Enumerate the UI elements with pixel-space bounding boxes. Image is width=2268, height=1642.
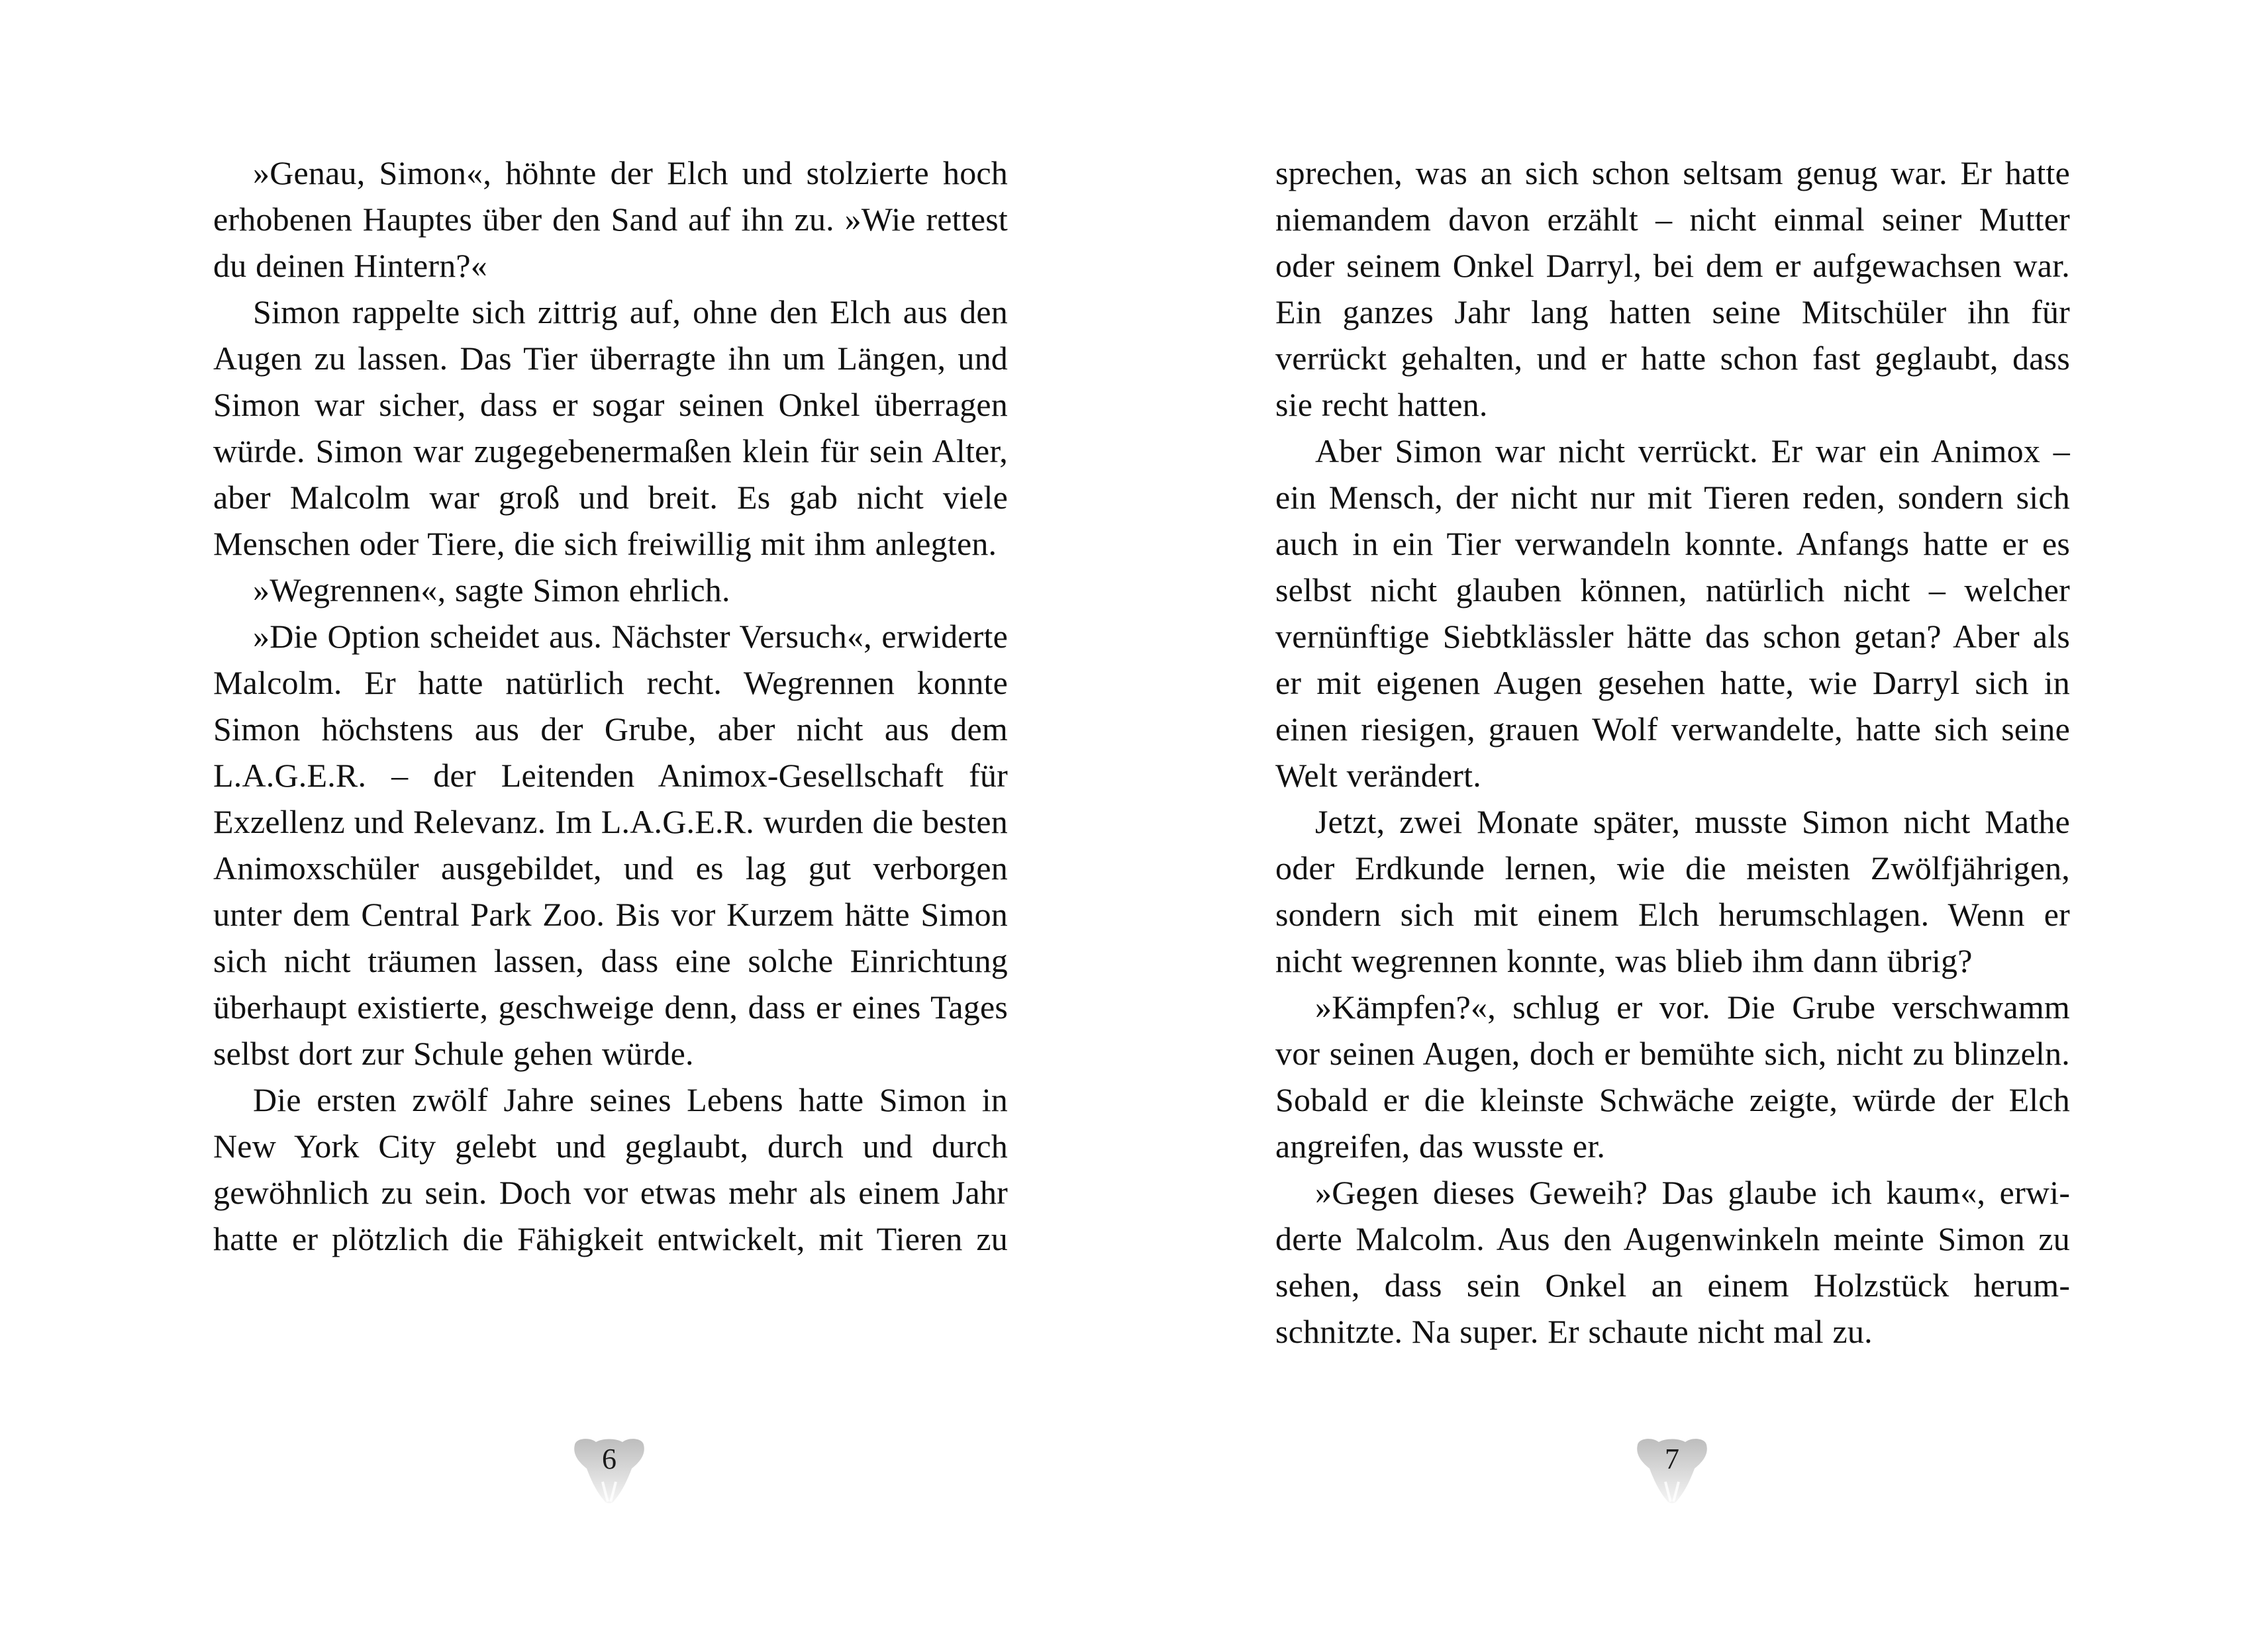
right-page-text xyxy=(1275,150,2070,1355)
page-number-badge xyxy=(569,1435,649,1508)
page-number-badge xyxy=(1632,1435,1712,1508)
left-page-text xyxy=(213,150,1008,1262)
paragraph: Aber Simon war nicht verrückt. Er war ein Animox – ein Mensch, der nicht nur mit Tieren reden, sondern sich auch in ein Tier verwandeln konnte. Anfangs hatte er es selbst nicht glauben können, natürlich nicht – welcher vernünftige Siebtklässler hätte das schon getan? Aber als er mit eigenen Augen gesehen hatte, wie Darryl sich in einen riesigen, grauen Wolf verwandelte, hatte sich seine Welt verändert. xyxy=(1275,432,2070,794)
paragraph: Simon rappelte sich zittrig auf, ohne den Elch aus den Augen zu lassen. Das Tier überragte ihn um Längen, und Simon war sicher, dass er sogar seinen Onkel überragen würde. Simon war zugegebenermaßen klein für sein Alter, aber Malcolm war groß und breit. Es gab nicht viele Menschen oder Tiere, die sich freiwillig mit ihm anlegten. xyxy=(213,293,1008,562)
page-number: 7 xyxy=(1665,1443,1679,1475)
paragraph: »Genau, Simon«, höhnte der Elch und stolzierte hoch erhobenen Hauptes über den Sand auf ihn zu. »Wie rettest du deinen Hintern?« xyxy=(213,154,1008,284)
paragraph: »Kämpfen?«, schlug er vor. Die Grube verschwamm vor seinen Augen, doch er bemühte sich, nicht zu blinzeln. Sobald er die kleinste Schwäche zeigte, würde der Elch angreifen, das wusste er. xyxy=(1275,989,2070,1165)
paragraph: »Wegrennen«, sagte Simon ehrlich. xyxy=(253,571,730,608)
paragraph: »Die Option scheidet aus. Nächster Versuch«, erwiderte Malcolm. Er hatte natürlich recht. Wegrennen konnte Simon höchstens aus der Grube, aber nicht aus dem L.A.G.E.R. – der Leitenden Animox-Gesellschaft für Exzellenz und Relevanz. Im L.A.G.E.R. wurden die besten Animoxschüler ausgebildet, und es lag gut verborgen unter dem Central Park Zoo. Bis vor Kurzem hätte Simon sich nicht träumen lassen, dass eine solche Einrichtung überhaupt existierte, geschweige denn, dass er eines Tages selbst dort zur Schule gehen würde. xyxy=(213,618,1008,1072)
paragraph: Die ersten zwölf Jahre seines Lebens hatte Simon in New York City gelebt und geglaubt, durch und durch gewöhnlich zu sein. Doch vor etwas mehr als einem Jahr hatte er plötzlich die Fähigkeit entwickelt, mit Tieren zu xyxy=(213,1081,1008,1257)
paragraph: sprechen, was an sich schon seltsam genug war. Er hatte niemandem davon erzählt – nicht einmal seiner Mutter oder seinem Onkel Darryl, bei dem er aufgewachsen war. Ein ganzes Jahr lang hatten seine Mitschüler ihn für verrückt gehalten, und er hatte schon fast geglaubt, dass sie recht hatten. xyxy=(1275,154,2070,423)
paragraph: »Gegen dieses Geweih? Das glaube ich kaum«, erwiderte Malcolm. Aus den Augenwinkeln meinte Simon zu sehen, dass sein Onkel an einem Holzstück herumschnitzte. Na super. Er schaute nicht mal zu. xyxy=(1275,1174,2070,1350)
right-page xyxy=(1134,0,2267,1642)
page-number: 6 xyxy=(602,1443,616,1475)
paragraph: Jetzt, zwei Monate später, musste Simon nicht Mathe oder Erdkunde lernen, wie die meisten Zwölfjährigen, sondern sich mit einem Elch herumschlagen. Wenn er nicht wegrennen konnte, was blieb ihm dann übrig? xyxy=(1275,803,2070,979)
